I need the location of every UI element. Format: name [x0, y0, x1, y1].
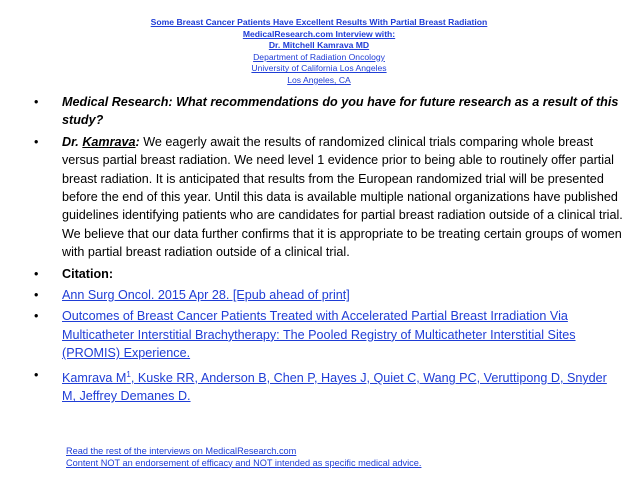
- journal-link[interactable]: Ann Surg Oncol. 2015 Apr 28. [Epub ahead of print]: [62, 288, 350, 303]
- department-link[interactable]: Department of Radiation Oncology: [253, 51, 385, 62]
- list-item-citation: [34, 265, 624, 283]
- list-item-answer: [34, 133, 624, 262]
- list-item-journal: [34, 286, 624, 304]
- bullet-list: [34, 93, 624, 409]
- answer-text: We eagerly await the results of randomized clinical trials comparing whole breast versus partial breast radiation. We need level 1 evidence prior to being able to routinely offer partial breast radiation. It is anticipated that results from the European randomized trial will be presented before the end of this year. Until this data is available multiple national organizations have published guidelines identifying patients who are candidates for partial breast radiation outside of a clinical trial. We believe that our data further confirms that it is appropriate to be treating certain groups of women with partial breast radiation outside of a clinical trial.: [62, 134, 623, 260]
- disclaimer-link[interactable]: Content NOT an endorsement of efficacy and NOT intended as specific medical advice.: [66, 457, 422, 468]
- speaker-colon: :: [135, 134, 140, 149]
- bullet-icon: •: [34, 288, 39, 303]
- university-link[interactable]: University of California Los Angeles: [251, 63, 387, 74]
- article-title-link[interactable]: Some Breast Cancer Patients Have Excellent Results With Partial Breast Radiation: [150, 17, 488, 27]
- interview-line-link[interactable]: MedicalResearch.com Interview with:: [242, 28, 396, 39]
- bullet-icon: •: [34, 134, 39, 149]
- footer: [66, 446, 421, 469]
- bullet-icon: •: [34, 266, 39, 281]
- first-author-affiliation: 1: [126, 369, 131, 379]
- list-item-article: [34, 307, 624, 362]
- list-item-authors: [34, 366, 624, 406]
- citation-label: Citation:: [62, 266, 114, 281]
- location-link[interactable]: Los Angeles, CA: [287, 74, 351, 85]
- doctor-name-link[interactable]: Dr. Mitchell Kamrava MD: [268, 40, 370, 51]
- other-authors: , Kuske RR, Anderson B, Chen P, Hayes J, Quiet C, Wang PC, Veruttipong D, Snyder M, Jeffrey Demanes D.: [62, 370, 607, 404]
- question-text: Medical Research: What recommendations do you have for future research as a result of this study?: [62, 95, 619, 128]
- bullet-icon: •: [34, 367, 39, 382]
- authors-link[interactable]: [62, 371, 607, 403]
- article-header: [0, 17, 638, 87]
- list-item-question: [34, 93, 624, 130]
- speaker-name: Kamrava: [82, 134, 136, 149]
- first-author: Kamrava M: [62, 370, 127, 385]
- bullet-icon: •: [34, 309, 39, 324]
- read-more-link[interactable]: Read the rest of the interviews on MedicalResearch.com: [66, 446, 297, 456]
- article-link[interactable]: Outcomes of Breast Cancer Patients Treated with Accelerated Partial Breast Irradiation Via Multicatheter Interstitial Brachytherapy: The Pooled Registry of Multicatheter Interstitial Sites (PROMIS) Experience.: [62, 309, 576, 361]
- bullet-icon: •: [34, 95, 39, 109]
- speaker-label: Dr. Kamrava:: [62, 134, 140, 149]
